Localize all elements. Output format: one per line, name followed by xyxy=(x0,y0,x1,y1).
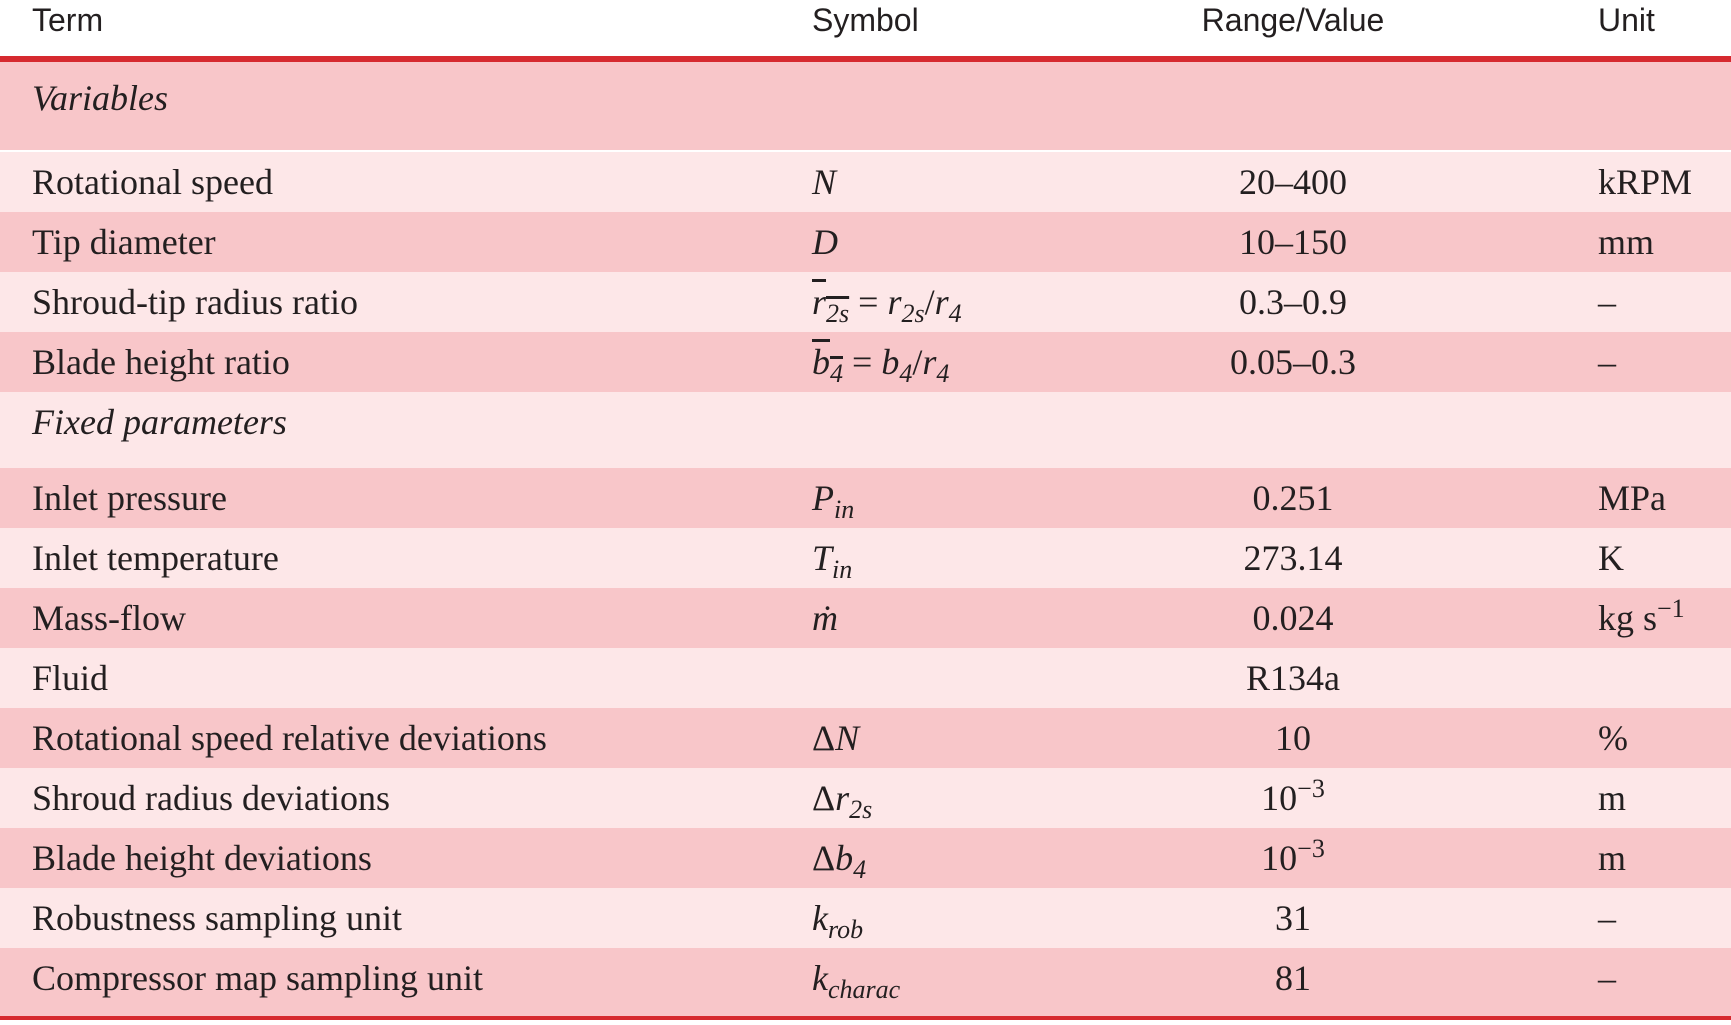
term-cell: Inlet temperature xyxy=(32,538,279,578)
unit-cell: kRPM xyxy=(1598,162,1693,202)
value-cell: 20–400 xyxy=(1239,162,1347,202)
symbol-cell: $r_{2s} = r_{2s}/r_4$ xyxy=(812,282,962,329)
term-cell: Mass-flow xyxy=(32,598,186,638)
value-cell: 81 xyxy=(1275,958,1311,998)
symbol-cell: $T_{in}$ xyxy=(812,538,853,585)
term-cell: Rotational speed xyxy=(32,162,273,202)
value-cell: 273.14 xyxy=(1243,538,1343,578)
value-cell: $10^{-3}$ xyxy=(1261,834,1325,878)
value-cell: 0.3–0.9 xyxy=(1239,282,1347,322)
header-symbol: Symbol xyxy=(812,2,919,38)
unit-cell: – xyxy=(1598,958,1616,998)
header-term: Term xyxy=(32,2,104,38)
symbol-cell: $k_{rob}$ xyxy=(812,898,864,945)
table-row xyxy=(0,708,1731,768)
header-range-value: Range/Value xyxy=(1201,2,1385,38)
term-cell: Rotational speed relative deviations xyxy=(32,718,547,758)
table-row xyxy=(0,588,1731,648)
table-row xyxy=(0,528,1731,588)
value-cell: 10 xyxy=(1275,718,1311,758)
value-cell: 0.251 xyxy=(1252,478,1334,518)
symbol-cell: $P_{in}$ xyxy=(812,478,855,525)
unit-cell: – xyxy=(1598,342,1616,382)
table-row xyxy=(0,948,1731,1016)
value-cell: 0.05–0.3 xyxy=(1230,342,1356,382)
table-row xyxy=(0,648,1731,708)
table-row xyxy=(0,272,1731,332)
table-row xyxy=(0,212,1731,272)
unit-cell: MPa xyxy=(1598,478,1667,518)
value-cell: 10–150 xyxy=(1239,222,1347,262)
unit-cell: – xyxy=(1598,898,1616,938)
symbol-cell: ṁ xyxy=(812,598,838,638)
term-cell: Shroud radius deviations xyxy=(32,778,390,818)
symbol-cell: $\Delta r_{2s}$ xyxy=(812,778,873,825)
term-cell: Tip diameter xyxy=(32,222,216,262)
symbol-cell: $k_{charac}$ xyxy=(812,958,901,1005)
table-row xyxy=(0,768,1731,828)
symbol-cell: D xyxy=(812,222,838,262)
table-row xyxy=(0,332,1731,392)
term-cell: Compressor map sampling unit xyxy=(32,958,483,998)
value-cell: 0.024 xyxy=(1252,598,1334,638)
term-cell: Blade height deviations xyxy=(32,838,372,878)
unit-cell: K xyxy=(1598,538,1624,578)
table-header xyxy=(0,0,1731,56)
term-cell: Robustness sampling unit xyxy=(32,898,403,938)
table-row xyxy=(0,828,1731,888)
symbol-cell: ΔN xyxy=(812,718,860,758)
unit-cell: kg $s^{-1}$ xyxy=(1598,594,1685,638)
symbol-cell: N xyxy=(812,162,837,202)
value-cell: $10^{-3}$ xyxy=(1261,774,1325,818)
symbol-cell: $\Delta b_4$ xyxy=(812,838,867,885)
section-fixed-parameters xyxy=(0,392,1731,468)
term-cell: Blade height ratio xyxy=(32,342,290,382)
unit-cell: mm xyxy=(1598,222,1655,262)
table-row xyxy=(0,468,1731,528)
term-cell: Inlet pressure xyxy=(32,478,227,518)
section-label: Fixed parameters xyxy=(32,402,287,442)
section-variables xyxy=(0,62,1731,150)
unit-cell: % xyxy=(1598,718,1628,758)
table-row xyxy=(0,888,1731,948)
term-cell: Fluid xyxy=(32,658,109,698)
value-cell: 31 xyxy=(1275,898,1311,938)
term-cell: Shroud-tip radius ratio xyxy=(32,282,358,322)
symbol-cell: $b_4 = b_4/r_4$ xyxy=(812,342,950,389)
unit-cell: m xyxy=(1598,778,1627,818)
table-row xyxy=(0,152,1731,212)
header-unit: Unit xyxy=(1598,2,1655,38)
bottom-rule xyxy=(0,1016,1731,1020)
unit-cell: – xyxy=(1598,282,1616,322)
section-label: Variables xyxy=(32,78,169,118)
unit-cell: m xyxy=(1598,838,1627,878)
value-cell: R134a xyxy=(1246,658,1340,698)
